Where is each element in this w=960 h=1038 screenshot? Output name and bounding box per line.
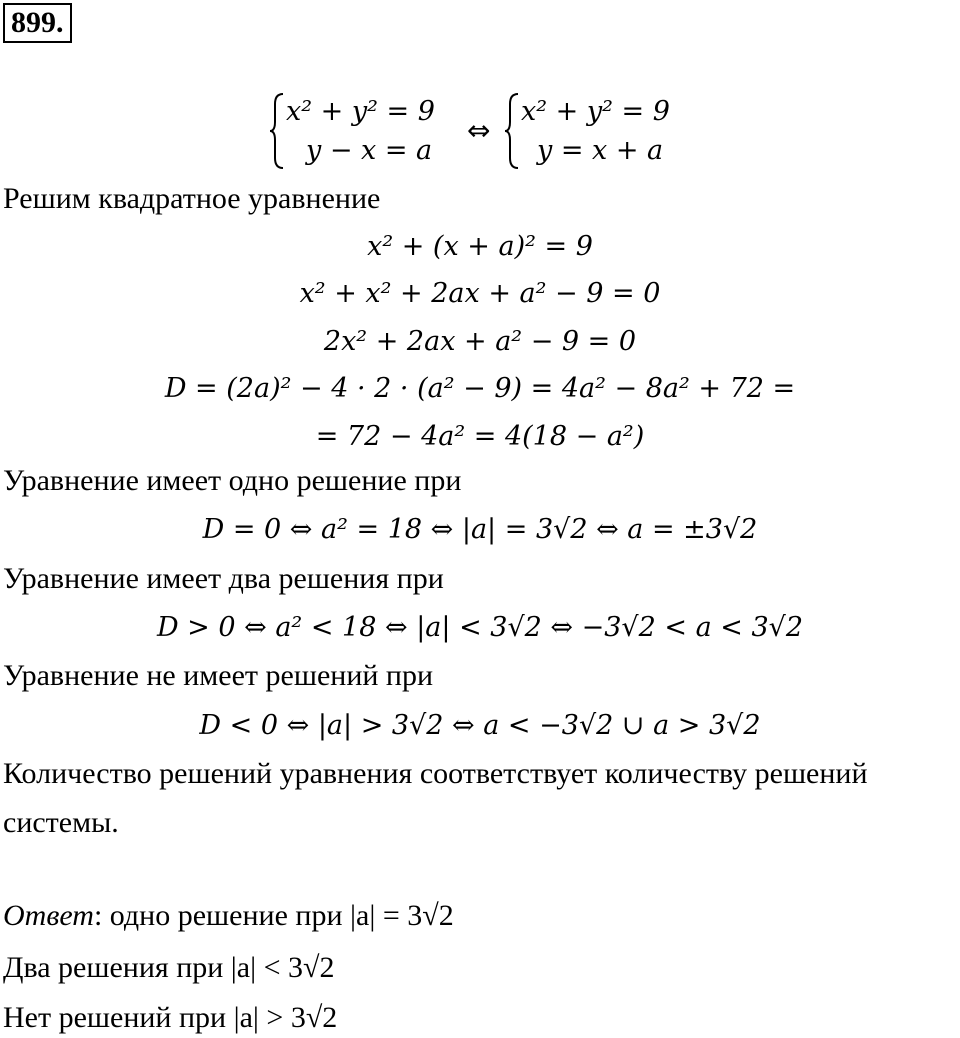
left-brace: [268, 92, 286, 170]
text-two-solutions: Уравнение имеет два решения при: [3, 562, 444, 595]
problem-number: 899.: [3, 3, 72, 43]
equation-system: [0, 92, 960, 172]
equation-two-solutions: D > 0 ⇔ a² < 18 ⇔ |a| < 3√2 ⇔ −3√2 < a < 3√2: [156, 612, 804, 643]
right-brace: [503, 92, 521, 170]
equation-3: 2x² + 2ax + a² − 9 = 0: [323, 326, 637, 357]
equation-one-solution: D = 0 ⇔ a² = 18 ⇔ |a| = 3√2 ⇔ a = ±3√2: [202, 514, 758, 545]
right-equation-2: y = x + a: [537, 135, 664, 166]
left-equation-1: x² + y² = 9: [286, 96, 435, 127]
answer-label: Ответ: [3, 899, 94, 932]
text-solve-quadratic: Решим квадратное уравнение: [3, 182, 381, 215]
left-equation-2: y − x = a: [306, 135, 433, 166]
answer-line-2: Два решения при |a| < 3√2: [3, 951, 335, 984]
text-conclusion-line-1: Количество решений уравнения соответствует количеству решений: [3, 757, 868, 790]
left-system: [286, 92, 435, 170]
equation-no-solutions: D < 0 ⇔ |a| > 3√2 ⇔ a < −3√2 ∪ a > 3√2: [199, 710, 761, 741]
answer-one-solution: : одно решение при |a| = 3√2: [93, 899, 454, 932]
answer-line-3: Нет решений при |a| > 3√2: [3, 1001, 338, 1034]
equation-2: x² + x² + 2ax + a² − 9 = 0: [299, 278, 661, 309]
discriminant-line-1: D = (2a)² − 4 · 2 · (a² − 9) = 4a² − 8a² + 72 =: [164, 373, 796, 404]
text-no-solutions: Уравнение не имеет решений при: [3, 659, 434, 692]
equation-1: x² + (x + a)² = 9: [367, 231, 593, 262]
right-system: [521, 92, 670, 170]
right-equation-1: x² + y² = 9: [521, 96, 670, 127]
discriminant-line-2: = 72 − 4a² = 4(18 − a²): [315, 421, 645, 452]
text-one-solution: Уравнение имеет одно решение при: [3, 464, 462, 497]
text-conclusion-line-2: системы.: [3, 806, 119, 839]
answer-line-1: [3, 898, 454, 934]
equivalence-sign: ⇔: [467, 114, 491, 147]
